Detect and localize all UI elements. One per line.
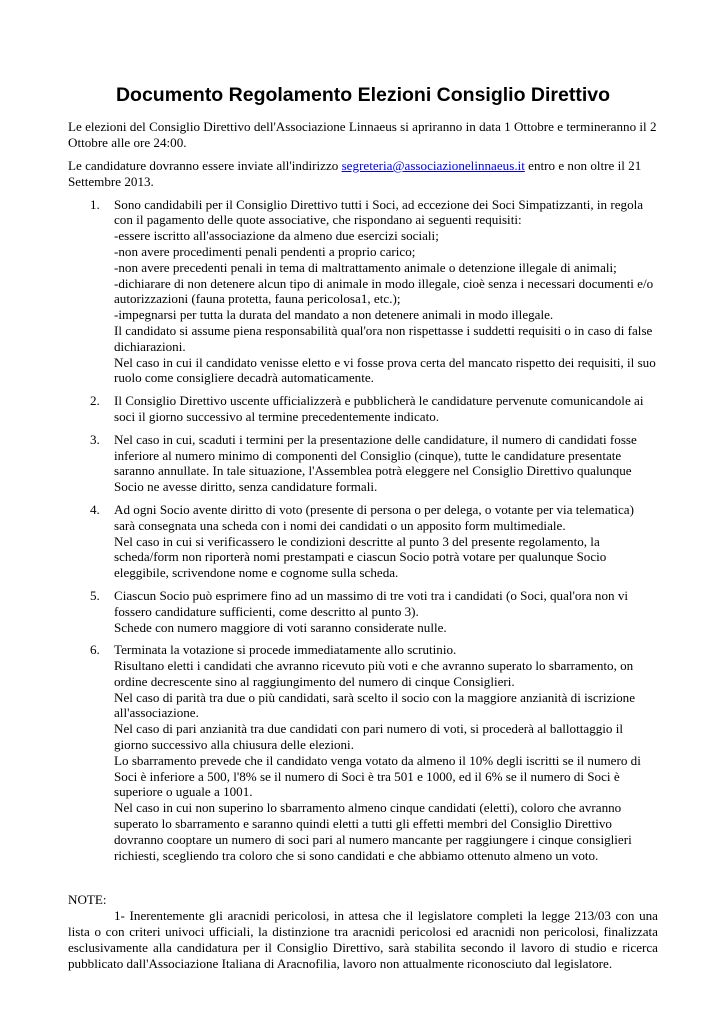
email-link[interactable]: segreteria@associazionelinnaeus.it: [341, 157, 525, 173]
rule-line: Nel caso in cui si verificassero le condizioni descritte al punto 3 del presente regolamento, la scheda/form non riporterà nomi prestampati e ciascun Socio potrà votare per qualunque Socio eleggibile, scrivendone nome e cognome sulla scheda.: [114, 533, 607, 581]
rule-number: 1.: [90, 196, 100, 212]
rule-line: -impegnarsi per tutta la durata del mandato a non detenere animali in modo illegale.: [114, 307, 554, 323]
rules-list: [68, 197, 658, 864]
rule-number: 3.: [90, 431, 100, 447]
rule-number: 4.: [90, 501, 100, 517]
rule-line: Nel caso di parità tra due o più candidati, sarà scelto il socio con la maggiore anzianità di iscrizione all'associazione.: [114, 689, 636, 721]
rule-line: Risultano eletti i candidati che avranno ricevuto più voti e che avranno superato lo sbarramento, on ordine decrescente sino al raggiungimento del numero di cinque Consiglieri.: [114, 658, 634, 689]
rule-line: -non avere procedimenti penali pendenti a proprio carico;: [114, 243, 416, 259]
submission-text-after: entro e non oltre il 21 Settembre 2013.: [68, 157, 642, 189]
rule-line: Nel caso di pari anzianità tra due candidati con pari numero di voti, si procederà al ballottaggio il giorno successivo alla chiusura delle elezioni.: [114, 721, 624, 753]
rule-number: 2.: [90, 393, 100, 409]
intro-paragraph-dates: Le elezioni del Consiglio Direttivo dell'Associazione Linnaeus si apriranno in data 1 Ottobre e termineranno il 2 Ottobre alle ore 24:00.: [68, 119, 657, 151]
rule-item-3: [68, 432, 658, 495]
rule-number: 5.: [90, 587, 100, 603]
rule-line: -essere iscritto all'associazione da almeno due esercizi sociali;: [114, 228, 439, 244]
notes-section: [68, 892, 658, 971]
notes-heading: NOTE:: [68, 892, 107, 908]
rule-line: Nel caso in cui il candidato venisse eletto e vi fosse prova certa del mancato rispetto dei requisiti, il suo ruolo come consigliere decadrà automaticamente.: [114, 354, 656, 386]
rule-line: Terminata la votazione si procede immediatamente allo scrutinio.: [114, 642, 457, 658]
rule-line: Ciascun Socio può esprimere fino ad un massimo di tre voti tra i candidati (o Soci, qual'ora non vi fossero candidature sufficienti, come descritto al punto 3).: [114, 587, 628, 619]
rule-line: -non avere precedenti penali in tema di maltrattamento animale o detenzione illegale di animali;: [114, 259, 617, 275]
rule-item-4: [68, 502, 658, 581]
rule-line: Lo sbarramento prevede che il candidato venga votato da almeno il 10% degli iscritti se il numero di Soci è inferiore a 500, l'8% se il numero di Soci è tra 501 e 1000, ed il 6% se il numero di Soci è superiore o uguale a 1001.: [114, 752, 641, 800]
rule-line: -dichiarare di non detenere alcun tipo di animale in modo illegale, cioè senza i necessari documenti e/o autorizzazioni (fauna protetta, fauna pericolosa1, etc.);: [114, 275, 654, 307]
rule-item-2: [68, 393, 658, 425]
rule-line: Il candidato si assume piena responsabilità qual'ora non rispettasse i suddetti requisiti o in caso di false dichiarazioni.: [114, 322, 653, 354]
rule-item-5: [68, 588, 658, 635]
rule-number: 6.: [90, 642, 100, 658]
intro-paragraph-submission: [68, 158, 658, 190]
rule-line: Sono candidabili per il Consiglio Direttivo tutti i Soci, ad eccezione dei Soci Simpatizzanti, in regola con il pagamento delle quote associative, che rispondano ai seguenti requisiti:: [114, 196, 644, 228]
rule-item-6: [68, 642, 658, 863]
note-text: 1- Inerentemente gli aracnidi pericolosi, in attesa che il legislatore completi la legge 213/03 con una lista o con criteri univoci ufficiali, la distinzione tra aracnidi pericolosi ed aracnidi non pericolosi, finalizzata esclusivamente alla candidatura per il Consiglio Direttivo, sarà stabilita secondo il lavoro di studio e ricerca pubblicato dall'Associazione Italiana di Aracnofilia, lavoro non attualmente riconosciuto dal legislatore.: [68, 908, 658, 971]
rule-item-1: [68, 197, 658, 387]
rule-line: Schede con numero maggiore di voti saranno considerate nulle.: [114, 619, 447, 635]
submission-text-before: Le candidature dovranno essere inviate all'indirizzo: [68, 157, 342, 173]
rule-line: Nel caso in cui, scaduti i termini per la presentazione delle candidature, il numero di candidati fosse inferiore al numero minimo di componenti del Consiglio (cinque), tutte le candidature presentate saranno annullate. In tale situazione, l'Assemblea potrà eleggere nel Consiglio Direttivo qualunque Socio ne avesse diritto, senza candidature formali.: [114, 431, 637, 495]
rule-line: Nel caso in cui non superino lo sbarramento almeno cinque candidati (eletti), coloro che avranno superato lo sbarramento e saranno quindi eletti a tutti gli effetti membri del Consiglio Direttivo dovranno cooptare un numero di soci pari al numero mancante per raggiungere i cinque consiglieri richiesti, scegliendo tra coloro che si sono candidati e che abbiamo ottenuto almeno un voto.: [114, 800, 632, 863]
rule-line: Il Consiglio Direttivo uscente ufficializzerà e pubblicherà le candidature pervenute comunicandole ai soci il giorno successivo al termine precedentemente indicato.: [114, 393, 644, 424]
document-title: Documento Regolamento Elezioni Consiglio Direttivo: [115, 84, 611, 106]
rule-line: Ad ogni Socio avente diritto di voto (presente di persona o per delega, o votante per via telematica) sarà consegnata una scheda con i nomi dei candidati o un apposito form multimediale.: [114, 501, 634, 533]
